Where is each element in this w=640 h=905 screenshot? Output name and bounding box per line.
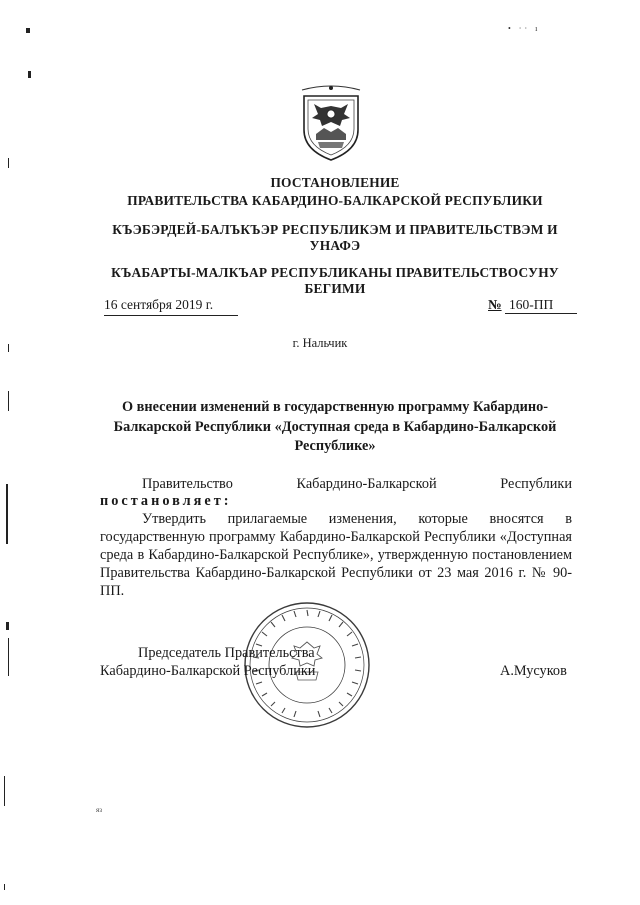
issuer-heading-balkar: КЪАБАРТЫ-МАЛКЪАР РЕСПУБЛИКАНЫ ПРАВИТЕЛЬСТВОСУНУ БЕГИМИ bbox=[111, 265, 559, 296]
scan-mark bbox=[8, 391, 9, 411]
preamble-word: Республики bbox=[500, 476, 572, 492]
preamble-word: Кабардино-Балкарской bbox=[296, 476, 437, 492]
scan-mark bbox=[28, 71, 31, 78]
resolution-text: Утвердить прилагаемые изменения, которые вносятся в государственную программу Кабардино-Балкарской Республики «Доступная среда в Кабардино-Балкарской Республике», утвержденную постановлением Правительства Кабардино-Балкарской Республики от 23 мая 2016 г. № 90-ПП. bbox=[100, 511, 572, 599]
city-line: г. Нальчик bbox=[292, 336, 348, 350]
scan-mark bbox=[8, 638, 9, 676]
issuer-heading-kabardian: КЪЭБЭРДЕЙ-БАЛЪКЪЭР РЕСПУБЛИКЭМ И ПРАВИТЕЛЬСТВЭМ И УНАФЭ bbox=[112, 222, 558, 253]
document-number bbox=[488, 297, 577, 314]
signatory-position: Председатель Правительства bbox=[138, 645, 315, 661]
scan-mark bbox=[6, 484, 8, 544]
resolves-word: постановляет: bbox=[100, 493, 232, 509]
preamble-word: Правительство bbox=[142, 476, 233, 492]
signatory-name: А.Мусуков bbox=[500, 663, 567, 679]
corner-scan-mark: • ·· ı bbox=[508, 24, 541, 33]
document-title: О внесении изменений в государственную программу Кабардино-Балкарской Республики «Доступная среда в Кабардино-Балкарской Республике» bbox=[113, 399, 557, 454]
preamble-line bbox=[100, 476, 572, 493]
issuer-heading-ru: ПРАВИТЕЛЬСТВА КАБАРДИНО-БАЛКАРСКОЙ РЕСПУБЛИКИ bbox=[127, 193, 543, 208]
number-sign: № bbox=[488, 297, 502, 312]
scan-mark bbox=[26, 28, 30, 33]
scan-mark bbox=[8, 158, 9, 168]
coat-of-arms-icon bbox=[296, 84, 366, 164]
document-type-heading: ПОСТАНОВЛЕНИЕ bbox=[270, 175, 400, 190]
document-date: 16 сентября 2019 г. bbox=[104, 297, 238, 316]
number-value: 160-ПП bbox=[505, 297, 577, 314]
signatory-organization: Кабардино-Балкарской Республики bbox=[100, 663, 316, 679]
scan-mark bbox=[4, 884, 5, 890]
scan-mark bbox=[6, 622, 9, 630]
footer-mark: яз bbox=[96, 806, 102, 814]
scan-mark bbox=[4, 776, 5, 806]
